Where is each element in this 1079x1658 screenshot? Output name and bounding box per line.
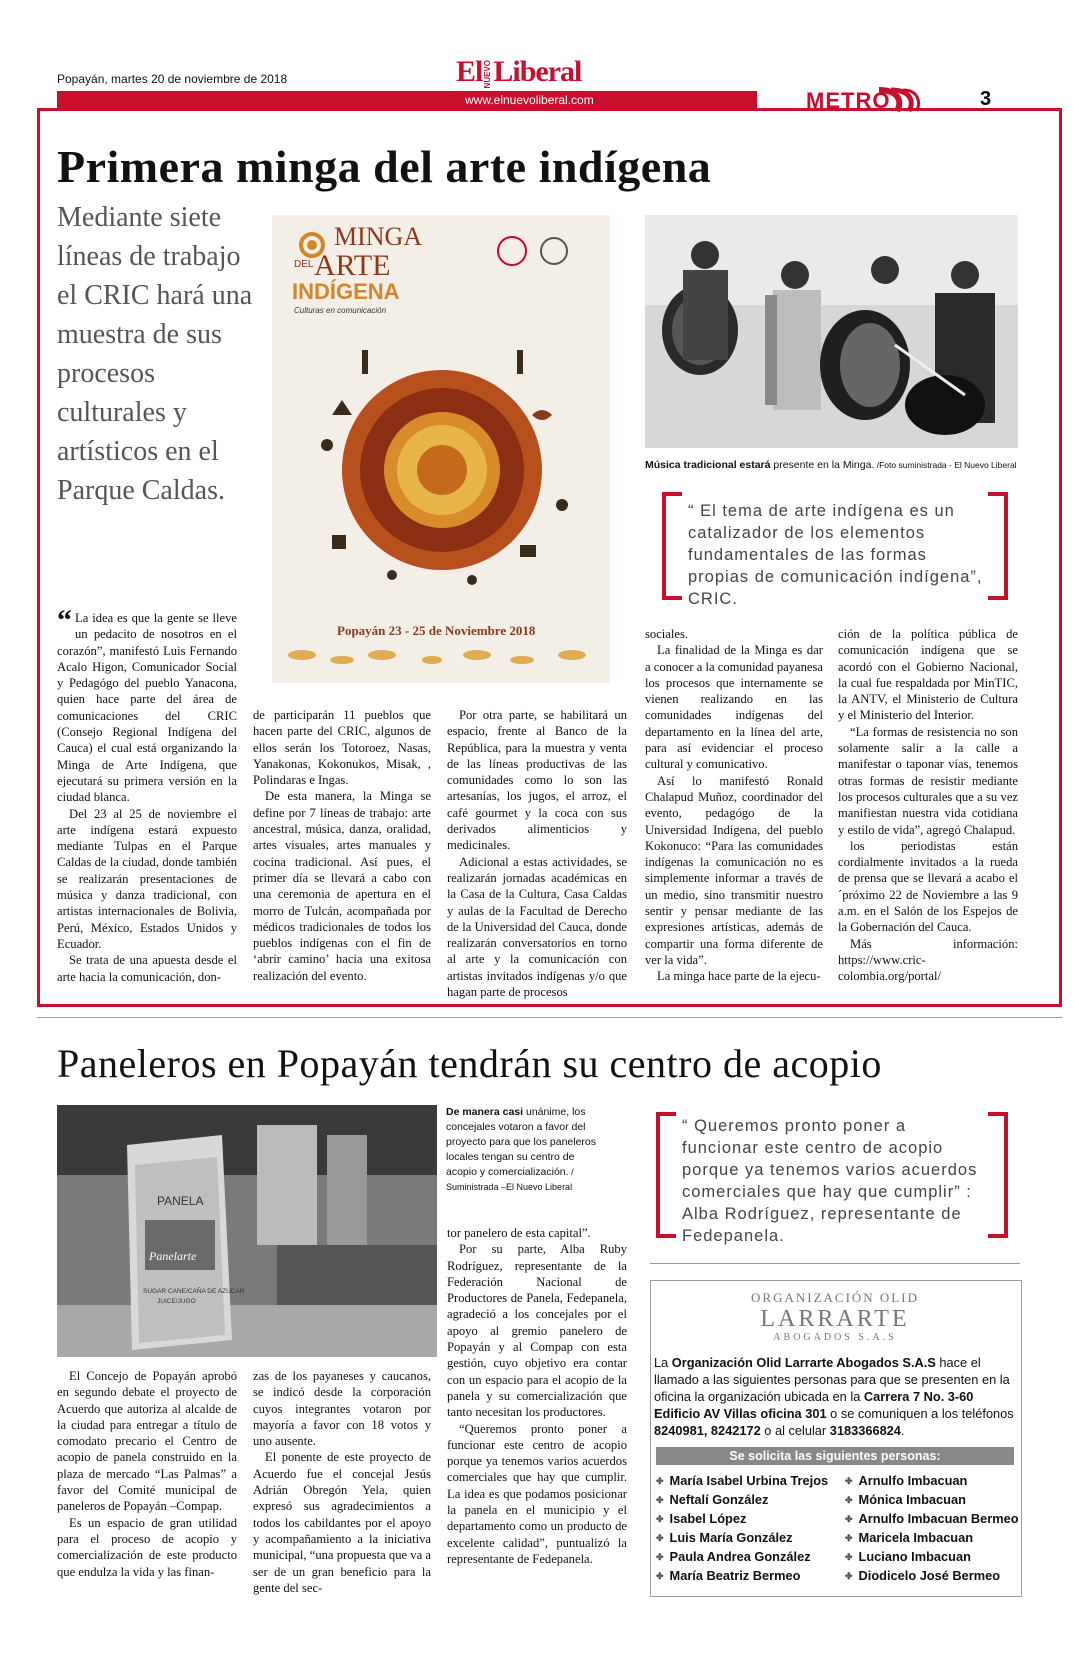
a1c4-p1: sociales.: [645, 627, 689, 641]
article1-col5: [838, 626, 1018, 985]
photo2-sub2-label: JUICE/JUGO: [157, 1298, 196, 1305]
a2c1-p2: Es un espacio de gran utilidad para el proceso de acopio y comercialización de este producto que endulza la vida y las finan-: [57, 1515, 237, 1579]
a1c3-p1: Por otra parte, se habilitará un espacio, frente al Banco de la República, para la muestra y venta de las líneas productivas de las comunidades como lo son las artesanías, los jugos, el arroz, el café gourmet y la coca con sus derivados alimenticios y medicinales.: [447, 708, 627, 853]
article1-col1: [57, 604, 237, 985]
pullquote2: “ Queremos pronto poner a funcionar este centro de acopio porque ya tenemos varios acuerdos comerciales que hay que cumplir” : Alba Rodríguez, representante de Fedepanela.: [682, 1117, 978, 1245]
panela-photo: [57, 1105, 437, 1357]
notice-body: [654, 1354, 1014, 1439]
a2c3-p3: “Queremos pronto poner a funcionar este centro de acopio porque ya tenemos varios acuerdos comerciales que hay que cumplir. La idea es que podamos posicionar la panela en el municipio y el departamento como un producto de excelente calidad”, puntualizó la representante de Fedepanela.: [447, 1421, 627, 1566]
article2-title: Paneleros en Popayán tendrán su centro de acopio: [57, 1041, 882, 1086]
photo2-caption-rest: unánime, los concejales votaron a favor del proyecto para que los paneleros locales tengan su centro de acopio y comercialización.: [446, 1106, 597, 1178]
a1c1-p1: [57, 604, 237, 806]
logo-nuevo: NUEVO: [483, 59, 493, 89]
a1c1-p1-text: La idea es que la gente se lleve un pedacito de nosotros en el corazón”, manifestó Luis Fernando Acalo Higon, Comunicador Social y Pedagógo del pueblo Yanacona, quien hace parte del área de comunicaciones del CRIC (Consejo Regional Indígena del Cauca) el cual está organizando la Minga de Arte Indígena, que ejecutará su primera versión en la ciudad blanca.: [57, 611, 237, 805]
photo1-caption-credit: /Foto suministrada - El Nuevo Liberal: [874, 460, 1017, 470]
poster-line2: ARTE: [314, 249, 391, 282]
list-item: ✤ Mónica Imbacuan: [845, 1491, 1020, 1510]
article2-col2: [253, 1368, 431, 1596]
minga-poster: [272, 215, 610, 683]
photo2-caption-credit: / Suministrada –El Nuevo Liberal: [446, 1167, 574, 1192]
poster-dates: Popayán 23 - 25 de Noviembre 2018: [337, 623, 536, 638]
list-item: ✤ Arnulfo Imbacuan Bermeo: [845, 1510, 1020, 1529]
list-item: ✤ Neftalí González: [656, 1491, 841, 1510]
a2c1-p1: El Concejo de Popayán aprobó en segundo debate el proyecto de Acuerdo que autoriza al alcalde de la ciudad para entregar a título de comodato precario el Centro de acopio de panela construido en la plaza de mercado “Las Palmas” a favor del Comité municipal de paneleros de Popayán –Compap.: [57, 1369, 237, 1514]
photo2-brand-label: Panelarte: [149, 1249, 197, 1263]
a2c3-p2: Por su parte, Alba Ruby Rodríguez, representante de la Federación Nacional de Productores de Panela, Fedepanela, agradeció a los concejales por el apoyo al gremio panelero de Popayán y al Compap con esta gestión, cuyo objetivo era contar con un espacio para el acopio de la panela y su comercialización que tanto necesitan los productores.: [447, 1242, 627, 1420]
list-item: ✤ María Beatriz Bermeo: [656, 1567, 841, 1586]
pullquote2-bracket-right: [988, 1112, 1008, 1238]
notice-list-header: Se solicita las siguientes personas:: [656, 1447, 1014, 1465]
a1c2-p1: de participarán 11 pueblos que hacen parte del CRIC, algunos de ellos serán los Totoroez, Nasas, Yanakonas, Kokonukos, Misak, , Polindaras e Ingas.: [253, 708, 431, 788]
poster-line3: INDÍGENA: [292, 279, 400, 304]
a1c1-p2: Del 23 al 25 de noviembre el arte indígena estará expuesto mediante Tulpas en el Parque Caldas de la ciudad, donde también se realizarán presentaciones de música y danza tradicional, con artistas internacionales de Bolivia, Perú, México, Estados Unidos y Ecuador.: [57, 806, 237, 951]
people-list-left: [656, 1472, 841, 1586]
a2c3-p1: tor panelero de esta capital”.: [447, 1226, 591, 1240]
article1-col4: [645, 626, 823, 985]
pullquote1-bracket-right: [988, 492, 1008, 600]
notice-t5: o se comuniquen a los teléfonos: [826, 1406, 1014, 1421]
notice-t7: o al celular: [760, 1423, 830, 1438]
notice-t1: La: [654, 1355, 672, 1370]
quote-mark: “: [57, 604, 72, 637]
section-label: METRO: [806, 88, 891, 113]
olid-larrarte-logo: [650, 1290, 1020, 1343]
logo-sub: ABOGADOS S.A.S: [773, 1332, 897, 1343]
notice-top-rule: [650, 1263, 1020, 1264]
section-divider: [37, 1017, 1062, 1018]
a1c5-p3: los periodistas están cordialmente invitados a la rueda de prensa que se llevará a acabo el ´próximo 22 de Noviembre a las 9 a.m. en el Salón de los Espejos de la Gobernación del Cauca.: [838, 838, 1018, 935]
list-item: ✤ Luis María González: [656, 1529, 841, 1548]
logo-org-line: ORGANIZACIÓN OLID: [751, 1290, 919, 1305]
people-list-right: [845, 1472, 1020, 1586]
a1c5-p1: ción de la política pública de comunicación indígena que se acordó con el Gobierno Nacional, la cual fue respaldada por MinTIC, la ANTV, el Ministerio de Cultura y el Ministerio del Interior.: [838, 627, 1018, 723]
logo-liberal: Liberal: [493, 55, 582, 88]
notice-t6: 8240981, 8242172: [654, 1423, 761, 1438]
a1c3-p2: Adicional a estas actividades, se realizarán jornadas académicas en la Casa de la Cultura, Casa Caldas y aulas de la Facultad de Derecho de la Universidad del Cauca, donde realizarán conversatorios en torno al arte y la comunicación con artistas invitados indígenas y/o que hagan parte de procesos: [447, 854, 627, 1000]
list-item: ✤ Maricela Imbacuan: [845, 1529, 1020, 1548]
photo2-sub-label: SUGAR CANE/CAÑA DE AZUCAR: [143, 1288, 245, 1295]
pullquote1: “ El tema de arte indígena es un catalizador de los elementos fundamentales de las formas propias de comunicación indígena”, CRIC.: [688, 502, 983, 608]
a1c1-p3: Se trata de una apuesta desde el arte hacia la comunicación, don-: [57, 953, 237, 984]
poster-line1: MINGA: [334, 222, 423, 251]
pullquote1-bracket-left: [662, 492, 682, 600]
notice-t2: Organización Olid Larrarte Abogados S.A.S: [671, 1355, 936, 1370]
poster-tagline: Culturas en comunicación: [294, 306, 387, 315]
a1c4-p4: La minga hace parte de la ejecu-: [657, 969, 821, 984]
musicians-photo-art: [645, 215, 1018, 448]
page-number: 3: [980, 88, 992, 110]
list-item: ✤ Diodicelo José Bermeo: [845, 1567, 1020, 1586]
logo-name: LARRARTE: [760, 1306, 910, 1332]
photo1-caption-bold: Música tradicional estará: [645, 459, 771, 471]
header-date: Popayán, martes 20 de noviembre de 2018: [57, 72, 288, 86]
a2c2-p2: El ponente de este proyecto de Acuerdo fue el concejal Jesús Adrián Obregón Yela, quien expresó sus agradecimientos a todos los cabildantes por el apoyo y acompañamiento a la iniciativa municipal, “una propuesta que va a ser de un gran beneficio para la gente del sec-: [253, 1450, 431, 1595]
notice-t4: Carrera 7 No. 3-60 Edificio AV Villas oficina 301: [654, 1389, 974, 1421]
article2-col1: [57, 1368, 237, 1580]
a1c2-p2: De esta manera, la Minga se define por 7 líneas de trabajo: arte ancestral, música, danza, oralidad, artes visuales, artes manuales y cocina tradicional. Así pues, el primer día se llevará a cabo con una ceremonia de apertura en el morro de Tulcán, acompañada por médicos tradicionales de todos los pueblos indígenas con el fin de ‘abrir camino’ hacia una exitosa realización del evento.: [253, 789, 431, 983]
poster-line2-small: DEL: [294, 259, 314, 270]
a1c4-p2: La finalidad de la Minga es dar a conocer a la comunidad payanesa los procesos que internamente se vienen realizando en las comunidades indígenas del departamento en la línea del arte, para así evidenciar el proceso cultural y comunicativo.: [645, 643, 823, 772]
a1c5-p4[interactable]: Más información: https://www.cric-colombia.org/portal/: [838, 936, 1018, 984]
a1c4-p3: Así lo manifestó Ronald Chalapud Muñoz, coordinador del evento, pedagógo de la Universidad Indígena, del pueblo Kokonuco: “Para las comunidades indígenas la comunicación no es simplemente informar a través de un medio, sino transmitir nuestro sentir y pensar mediante de las expresiones artísticas, además de compartir una forma diferente de ver la vida”.: [645, 773, 823, 967]
list-item: ✤ Paula Andrea González: [656, 1548, 841, 1567]
article1-col3: [447, 707, 627, 1000]
pullquote2-bracket-left: [656, 1112, 676, 1238]
a1c5-p2: “La formas de resistencia no son solamente salir a la calle a manifestar o taponar vías, tenemos otras formas de resistir mediante los procesos culturales que a su vez manifiestan nuestra vida cotidiana y estilo de vida”, agregó Chalapud.: [838, 724, 1018, 837]
list-item: ✤ Isabel López: [656, 1510, 841, 1529]
list-item: ✤ María Isabel Urbina Trejos: [656, 1472, 841, 1491]
notice-t9: .: [900, 1423, 905, 1438]
notice-t3: hace el llamado a las siguientes personas para que se presenten en la oficina la organización ubicada en la: [654, 1355, 1010, 1404]
notice-t8: 3183366824: [829, 1423, 901, 1438]
poster-art: [272, 215, 610, 683]
photo2-caption: [446, 1105, 606, 1195]
article1-title: Primera minga del arte indígena: [57, 141, 712, 192]
photo2-caption-bold: De manera casi: [446, 1106, 524, 1118]
list-item: ✤ Luciano Imbacuan: [845, 1548, 1020, 1567]
logo-el: El: [456, 55, 483, 88]
photo1-caption-rest: presente en la Minga.: [770, 459, 875, 471]
a2c2-p1: zas de los payaneses y caucanos, se indicó desde la corporación cuyos integrantes votaron por mayoría a favor con 18 votos y uno ausente.: [253, 1369, 431, 1449]
list-item: ✤ Arnulfo Imbacuan: [845, 1472, 1020, 1491]
panela-photo-art: [57, 1105, 437, 1357]
photo2-product-label: PANELA: [157, 1194, 204, 1208]
article1-col2: [253, 707, 431, 984]
masthead-logo: [456, 55, 581, 89]
article1-deck: Mediante siete líneas de trabajo el CRIC hará una muestra de sus procesos culturales y artísticos en el Parque Caldas.: [57, 202, 253, 506]
article2-col3: [447, 1225, 627, 1567]
musicians-photo: [645, 215, 1018, 448]
photo1-caption: [645, 459, 1020, 471]
header-url[interactable]: www.elnuevoliberal.com: [465, 93, 594, 107]
